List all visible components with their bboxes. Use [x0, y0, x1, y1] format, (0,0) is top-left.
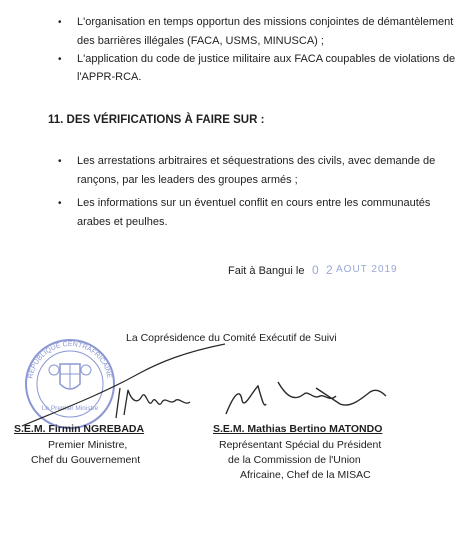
- right-signatory-title: Représentant Spécial du Président: [219, 439, 382, 451]
- bullet-item-line: rançons, par les leaders des groupes armés ;: [77, 174, 298, 186]
- right-signatory-title: de la Commission de l'Union: [228, 454, 361, 466]
- bullet-icon: •: [58, 17, 62, 28]
- svg-text:REPUBLIQUE CENTRAFRICAINE: REPUBLIQUE CENTRAFRICAINE: [27, 340, 113, 380]
- date-stamp-day: 0 2: [312, 263, 335, 277]
- bullet-item-line: l'APPR-RCA.: [77, 71, 142, 83]
- place-text: Fait à Bangui le: [228, 265, 305, 277]
- right-signatory-name: S.E.M. Mathias Bertino MATONDO: [213, 423, 383, 435]
- bullet-item-line: L'application du code de justice militaire aux FACA coupables de violations de: [77, 53, 456, 65]
- left-signatory-title: Premier Ministre,: [48, 439, 128, 451]
- bullet-item-line: arabes et peulhes.: [77, 216, 168, 228]
- bullet-icon: •: [58, 198, 62, 209]
- bullet-item-line: Les informations sur un éventuel conflit en cours entre les communautés: [77, 197, 431, 209]
- left-signatory-title: Chef du Gouvernement: [31, 454, 141, 466]
- bullet-item-line: L'organisation en temps opportun des missions conjointes de démantèlement: [77, 16, 454, 28]
- section-heading: 11. DES VÉRIFICATIONS À FAIRE SUR :: [48, 114, 265, 126]
- bullet-icon: •: [58, 156, 62, 167]
- left-signature-icon: [20, 340, 230, 430]
- date-stamp-month-year: AOUT 2019: [336, 264, 398, 275]
- copresidence-text: La Coprésidence du Comité Exécutif de Suivi: [126, 332, 337, 344]
- svg-text:Le Premier Ministre: Le Premier Ministre: [41, 405, 99, 412]
- bullet-icon: •: [58, 54, 62, 65]
- right-signatory-title: Africaine, Chef de la MISAC: [240, 469, 371, 481]
- right-signature-icon: [220, 370, 390, 422]
- bullet-item-line: Les arrestations arbitraires et séquestrations des civils, avec demande de: [77, 155, 436, 167]
- bullet-item-line: des barrières illégales (FACA, USMS, MINUSCA) ;: [77, 35, 324, 47]
- left-signatory-name: S.E.M. Firmin NGREBADA: [14, 423, 145, 435]
